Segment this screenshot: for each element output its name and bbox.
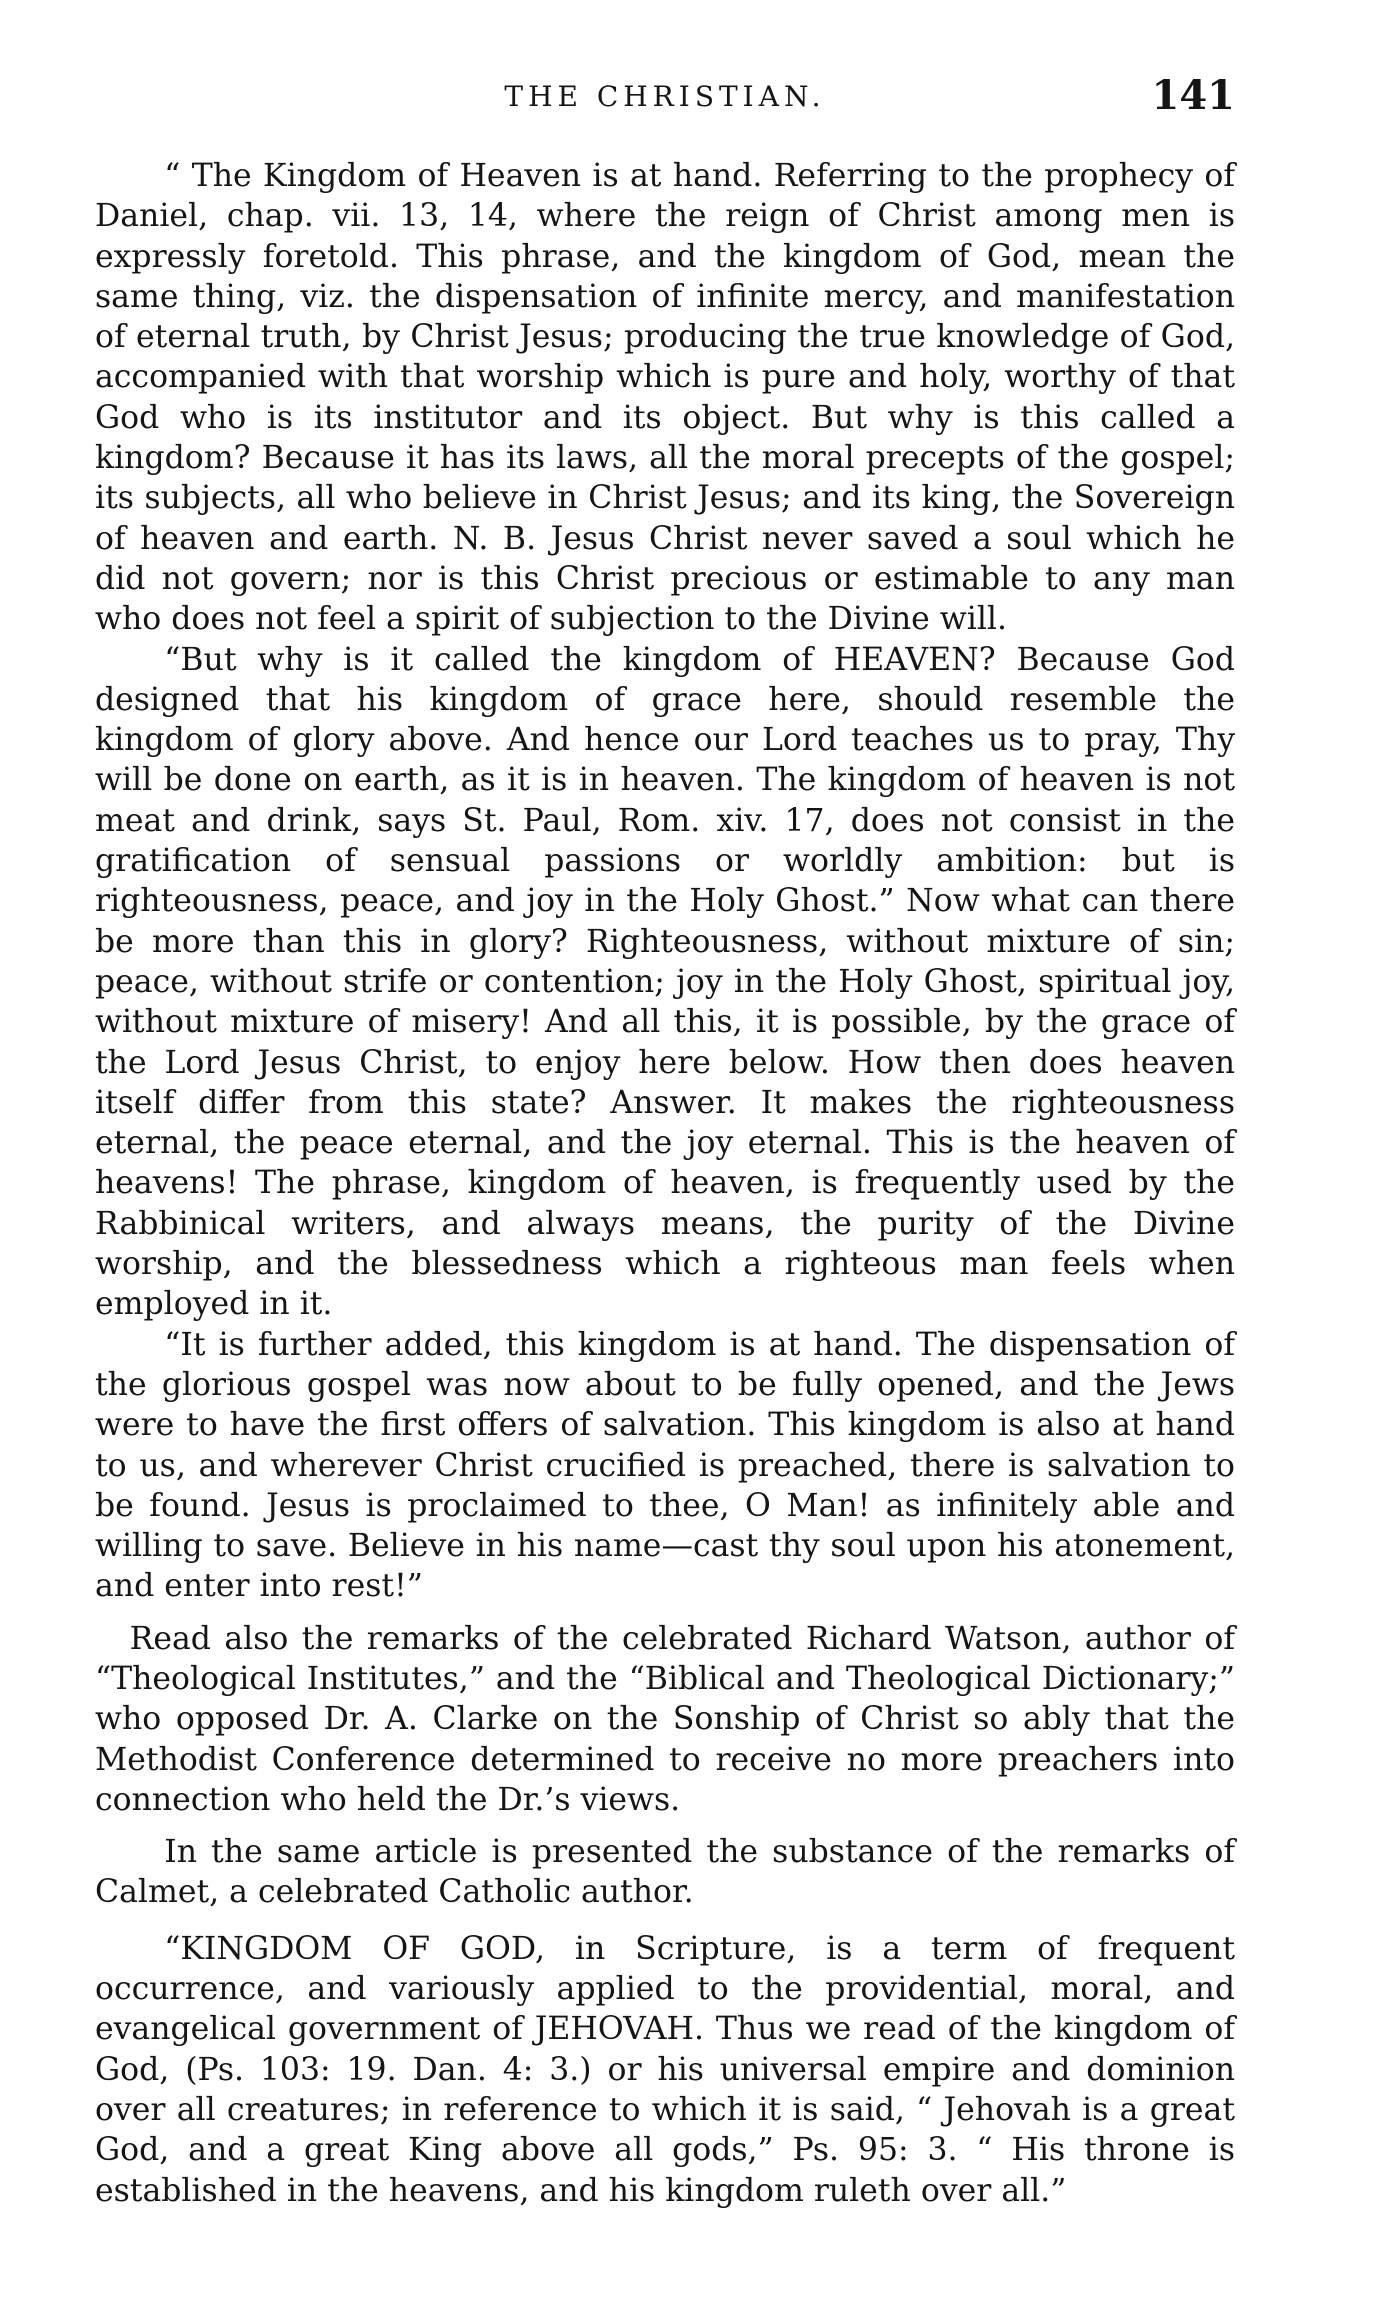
paragraph-kingdom-of-heaven: “But why is it called the kingdom of HEAVEN? Because God designed that his kingdom of grace here, should resemble the kingdom of glory above. And hence our Lord teaches us to pray, Thy will be done on earth, as it is in heaven. The kingdom of heaven is not meat and drink, says St. Paul, Rom. xiv. 17, does not consist in the gratification of sensual passions or worldly ambition: but is righteousness, peace, and joy in the Holy Ghost.” Now what can there be more than this in glory? Righteousness, without mixture of sin; peace, without strife or contention; joy in the Holy Ghost, spiritual joy, without mixture of misery! And all this, it is possible, by the grace of the Lord Jesus Christ, to enjoy here below. How then does heaven itself differ from this state? Answer. It makes the righteousness eternal, the peace eternal, and the joy eternal. This is the heaven of heavens! The phrase, kingdom of heaven, is frequently used by the Rabbinical writers, and always means, the purity of the Divine worship, and the blessedness which a righteous man feels when employed in it. [95,641,1235,1323]
paragraph-kingdom-of-god: “KINGDOM OF GOD, in Scripture, is a term of frequent occurrence, and variously applied to the providential, moral, and evangelical government of JEHOVAH. Thus we read of the kingdom of God, (Ps. 103: 19. Dan. 4: 3.) or his universal empire and dominion over all creatures; in reference to which it is said, “ Jehovah is a great God, and a great King above all gods,” Ps. 95: 3. “ His throne is established in the heavens, and his kingdom ruleth over all.” [95,1930,1235,2209]
running-title: THE CHRISTIAN. [504,80,826,113]
page-body [95,156,1235,2211]
paragraph-further-added: “It is further added, this kingdom is at hand. The dispensation of the glorious gospel was now about to be fully opened, and the Jews were to have the first offers of salvation. This kingdom is also at hand to us, and wherever Christ crucified is preached, there is salvation to be found. Jesus is proclaimed to thee, O Man! as infinitely able and willing to save. Believe in his name—cast thy soul upon his atonement, and enter into rest!” [95,1326,1235,1605]
page-number: 141 [1151,72,1235,119]
page-header [95,72,1235,126]
paragraph-calmet-intro: In the same article is presented the substance of the remarks of Calmet, a celebrated Catholic author. [95,1834,1235,1911]
paragraph-kingdom-at-hand: “ The Kingdom of Heaven is at hand. Referring to the prophecy of Daniel, chap. vii. 13, 14, where the reign of Christ among men is expressly foretold. This phrase, and the kingdom of God, mean the same thing, viz. the dispensation of infinite mercy, and manifestation of eternal truth, by Christ Jesus; producing the true knowledge of God, accompanied with that worship which is pure and holy, worthy of that God who is its institutor and its object. But why is this called a kingdom? Because it has its laws, all the moral precepts of the gospel; its subjects, all who believe in Christ Jesus; and its king, the Sovereign of heaven and earth. N. B. Jesus Christ never saved a soul which he did not govern; nor is this Christ precious or estimable to any man who does not feel a spirit of subjection to the Divine will. [95,158,1235,638]
paragraph-richard-watson: Read also the remarks of the celebrated Richard Watson, author of “Theological Institutes,” and the “Biblical and Theological Dictionary;” who opposed Dr. A. Clarke on the Sonship of Christ so ably that the Methodist Conference determined to receive no more preachers into connection who held the Dr.’s views. [95,1620,1235,1818]
